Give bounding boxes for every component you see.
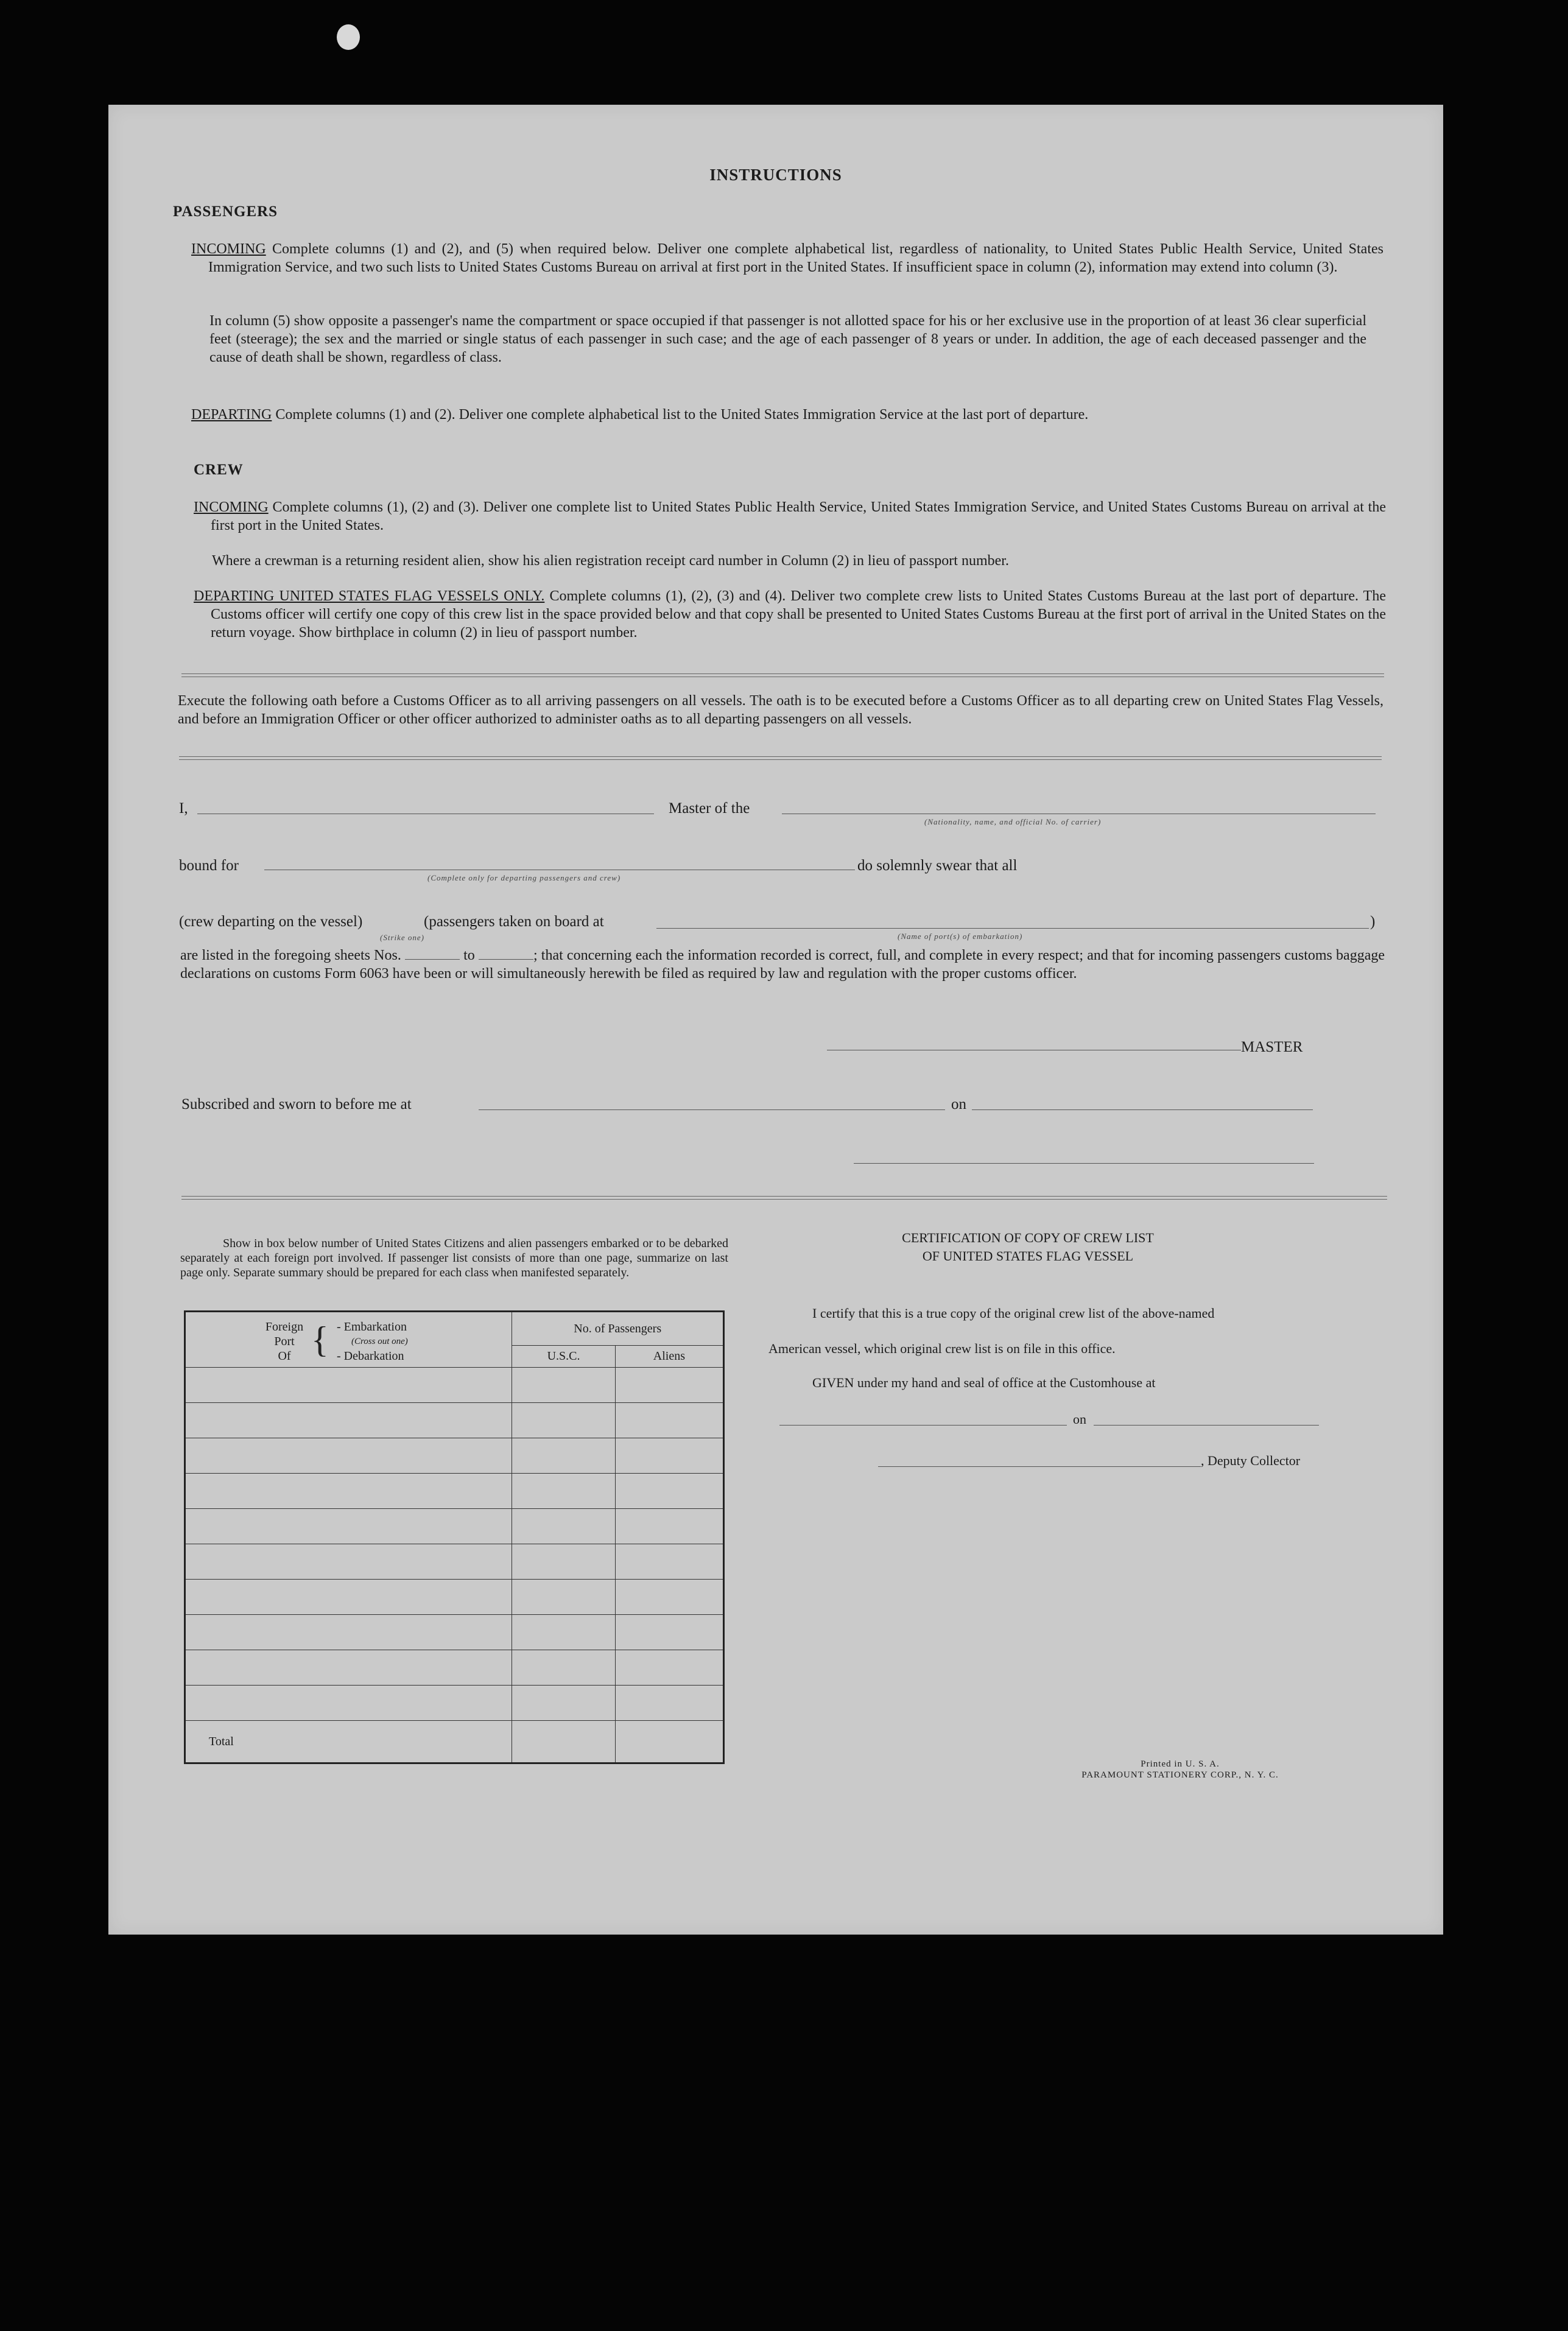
port-cell[interactable]: [185, 1403, 512, 1438]
total-label: Total: [209, 1734, 234, 1748]
port-cell[interactable]: [185, 1438, 512, 1474]
certification-title: [796, 1229, 1259, 1265]
separator-rule: [179, 756, 1382, 760]
aliens-cell[interactable]: [615, 1438, 723, 1474]
departing-crew-text: Complete columns (1), (2), (3) and (4). Deliver two complete crew lists to United States Customs Bureau at the last port of departure. The Customs officer will certify one copy of this crew list in the space provided below and that copy shall be presented to United States Customs Bureau at the first port of arrival in the United States on the return voyage. Show birthplace in column (2) in lieu of passport number.: [211, 588, 1386, 641]
usc-cell[interactable]: [512, 1650, 615, 1686]
master-label: MASTER: [1241, 1039, 1303, 1055]
departing-passengers-lead: DEPARTING: [191, 407, 272, 423]
scan-speck: [337, 24, 360, 50]
passengers-heading: PASSENGERS: [173, 203, 278, 220]
brace-icon: {: [311, 1320, 329, 1360]
port-cell[interactable]: [185, 1368, 512, 1403]
usc-label: U.S.C.: [547, 1349, 580, 1363]
incoming-passengers-paragraph: [191, 240, 1383, 276]
certification-date-line[interactable]: [1094, 1425, 1319, 1426]
usc-cell[interactable]: [512, 1438, 615, 1474]
subscribed-place-line[interactable]: [479, 1109, 945, 1110]
imprint-line1: Printed in U. S. A.: [1141, 1759, 1220, 1769]
foreign-label: Foreign: [265, 1320, 304, 1334]
aliens-cell[interactable]: [615, 1544, 723, 1580]
master-of-the-label: Master of the: [669, 800, 750, 817]
embarkation-option[interactable]: - Embarkation: [337, 1320, 407, 1334]
table-row: [185, 1509, 724, 1544]
form-page: [108, 105, 1443, 1935]
sheets-to-label: to: [463, 948, 475, 963]
bound-for-hint: (Complete only for departing passengers and crew): [427, 873, 621, 882]
table-row: [185, 1686, 724, 1721]
table-row: [185, 1474, 724, 1509]
total-row: [185, 1721, 724, 1763]
port-cell[interactable]: [185, 1544, 512, 1580]
carrier-hint: (Nationality, name, and official No. of carrier): [924, 817, 1102, 826]
of-label: Of: [278, 1349, 291, 1363]
table-row: [185, 1615, 724, 1650]
aliens-cell[interactable]: [615, 1615, 723, 1650]
sheets-to-blank[interactable]: [479, 947, 533, 960]
passengers-taken-option[interactable]: (passengers taken on board at: [424, 913, 604, 930]
usc-cell[interactable]: [512, 1368, 615, 1403]
incoming-passengers-lead: INCOMING: [191, 241, 266, 257]
usc-cell[interactable]: [512, 1615, 615, 1650]
given-line: GIVEN under my hand and seal of office at the Customhouse at: [812, 1375, 1156, 1390]
port-hint: (Name of port(s) of embarkation): [898, 932, 1023, 941]
usc-header: [512, 1346, 615, 1368]
incoming-crew-paragraph: [194, 498, 1386, 535]
aliens-cell[interactable]: [615, 1368, 723, 1403]
sheets-paragraph: [180, 946, 1385, 983]
port-cell[interactable]: [185, 1509, 512, 1544]
bound-for-label: bound for: [179, 857, 239, 874]
certify-line1: I certify that this is a true copy of the original crew list of the above-named: [812, 1306, 1215, 1321]
deputy-collector-label: , Deputy Collector: [1201, 1453, 1301, 1468]
usc-cell[interactable]: [512, 1403, 615, 1438]
strike-one-hint: (Strike one): [380, 933, 425, 942]
sheets-text: ; that concerning each the information recorded is correct, full, and complete in every respect; and that for incoming passengers customs baggage declarations on customs Form 6063 have been or will simultaneously herewith be filed as required by law and regulation with the proper customs officer.: [180, 948, 1385, 982]
summary-note: Show in box below number of United States Citizens and alien passengers embarked or to be debarked separately at each foreign port involved. If passenger list consists of more than one page, summarize on last page only. Separate summary should be prepared for each class when manifested separately.: [180, 1237, 728, 1279]
no-of-passengers-label: No. of Passengers: [574, 1321, 662, 1335]
separator-rule: [181, 673, 1384, 677]
table-row: [185, 1580, 724, 1615]
aliens-cell[interactable]: [615, 1686, 723, 1721]
table-row: [185, 1438, 724, 1474]
aliens-cell[interactable]: [615, 1580, 723, 1615]
usc-cell[interactable]: [512, 1544, 615, 1580]
certification-on-label: on: [1073, 1412, 1086, 1427]
usc-cell[interactable]: [512, 1686, 615, 1721]
port-cell[interactable]: [185, 1580, 512, 1615]
usc-cell[interactable]: [512, 1474, 615, 1509]
incoming-crew-lead: INCOMING: [194, 499, 269, 515]
subscribed-on-label: on: [951, 1096, 966, 1113]
departing-crew-paragraph: [194, 587, 1386, 642]
certification-title-line1: CERTIFICATION OF COPY OF CREW LIST: [902, 1230, 1154, 1245]
embarkation-port-line[interactable]: [656, 928, 1369, 929]
table-row: [185, 1650, 724, 1686]
passenger-summary-table: [184, 1310, 725, 1764]
separator-rule: [181, 1196, 1387, 1200]
oath-instruction: Execute the following oath before a Customs Officer as to all arriving passengers on all vessels. The oath is to be executed before a Customs Officer as to all departing crew on United States Flag Vessels, and before an Immigration Officer or other officer authorized to administer oaths as to all departing passengers on all vessels.: [178, 693, 1383, 727]
departing-passengers-text: Complete columns (1) and (2). Deliver one complete alphabetical list to the United States Immigration Service at the last port of departure.: [272, 407, 1089, 423]
crewman-note: Where a crewman is a returning resident alien, show his alien registration receipt card number in Column (2) in lieu of passport number.: [212, 553, 1009, 569]
usc-cell[interactable]: [512, 1509, 615, 1544]
certification-title-line2: OF UNITED STATES FLAG VESSEL: [922, 1248, 1134, 1264]
port-cell[interactable]: [185, 1686, 512, 1721]
certify-line2: American vessel, which original crew list is on file in this office.: [768, 1341, 1116, 1356]
aliens-cell[interactable]: [615, 1474, 723, 1509]
aliens-total-cell[interactable]: [615, 1721, 723, 1763]
port-header-cell: [185, 1312, 512, 1368]
port-cell[interactable]: [185, 1650, 512, 1686]
port-cell[interactable]: [185, 1474, 512, 1509]
deputy-collector-line[interactable]: [878, 1466, 1201, 1467]
crew-departing-option[interactable]: (crew departing on the vessel): [179, 913, 363, 930]
sheets-from-blank[interactable]: [405, 947, 460, 960]
sheets-label: are listed in the foregoing sheets Nos.: [180, 948, 401, 963]
cross-out-hint: (Cross out one): [351, 1337, 408, 1346]
customhouse-place-line[interactable]: [779, 1425, 1067, 1426]
aliens-header: [615, 1346, 723, 1368]
subscribed-label: Subscribed and sworn to before me at: [181, 1096, 412, 1113]
aliens-cell[interactable]: [615, 1403, 723, 1438]
crew-heading: CREW: [194, 462, 244, 478]
table-row: [185, 1403, 724, 1438]
port-cell[interactable]: [185, 1615, 512, 1650]
departing-crew-lead: DEPARTING UNITED STATES FLAG VESSELS ONLY.: [194, 588, 545, 604]
printer-imprint: [1046, 1759, 1314, 1781]
incoming-crew-text: Complete columns (1), (2) and (3). Deliver one complete list to United States Public Health Service, United States Immigration Service, and United States Customs Bureau on arrival at the first port in the United States.: [211, 499, 1386, 533]
aliens-cell[interactable]: [615, 1650, 723, 1686]
swear-label: do solemnly swear that all: [857, 857, 1018, 874]
officer-signature-line[interactable]: [854, 1163, 1314, 1164]
departing-passengers-paragraph: [191, 406, 1383, 424]
usc-total-cell[interactable]: [512, 1721, 615, 1763]
table-row: [185, 1368, 724, 1403]
aliens-cell[interactable]: [615, 1509, 723, 1544]
table-row: [185, 1544, 724, 1580]
close-paren: ): [1370, 913, 1376, 930]
oath-i-label: I,: [179, 800, 188, 817]
total-label-cell: [185, 1721, 512, 1763]
page-title: INSTRUCTIONS: [709, 166, 842, 184]
column5-note: In column (5) show opposite a passenger's name the compartment or space occupied if that passenger is not allotted space for his or her exclusive use in the proportion of at least 36 clear superficial feet (steerage); the sex and the married or single status of each passenger in such case; and the age of each passenger of 8 years or under. In addition, the age of each deceased passenger and the cause of death shall be shown, regardless of class.: [209, 313, 1366, 365]
port-label: Port: [274, 1335, 295, 1348]
imprint-line2: PARAMOUNT STATIONERY CORP., N. Y. C.: [1081, 1770, 1279, 1780]
subscribed-date-line[interactable]: [972, 1109, 1313, 1110]
usc-cell[interactable]: [512, 1580, 615, 1615]
debarkation-option[interactable]: - Debarkation: [337, 1349, 404, 1363]
incoming-passengers-text: Complete columns (1) and (2), and (5) when required below. Deliver one complete alphabetical list, regardless of nationality, to United States Public Health Service, United States Immigration Service, and two such lists to United States Customs Bureau on arrival at first port in the United States. If insufficient space in column (2), information may extend into column (3).: [208, 241, 1383, 275]
aliens-label: Aliens: [653, 1349, 685, 1363]
passengers-header-cell: [512, 1312, 724, 1346]
